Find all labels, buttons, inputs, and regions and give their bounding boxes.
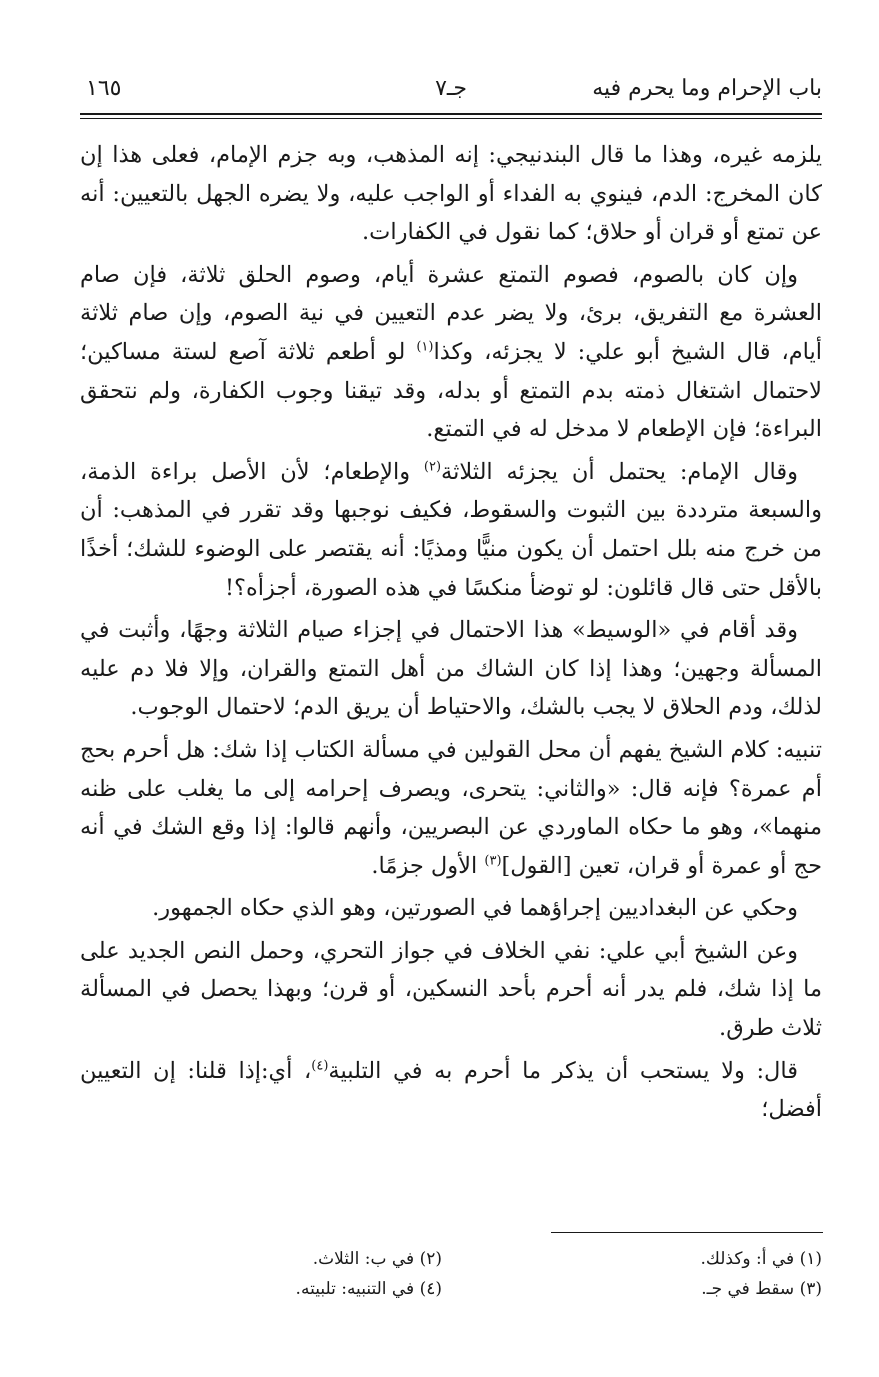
paragraph-8: قال: ولا يستحب أن يذكر ما أحرم به في التلبية$^{(٤)}$، أي:إذا قلنا: إن التعيين أفضل؛ <box>80 1057 822 1123</box>
page-number: ١٦٥ <box>86 76 122 101</box>
volume-label: جـ٧ <box>435 76 467 101</box>
footnote-ref-2[interactable]: (٢) <box>423 459 442 475</box>
footnote-ref-1[interactable]: (١) <box>416 339 434 355</box>
paragraph-1: يلزمه غيره، وهذا ما قال البندنيجي: إنه المذهب، وبه جزم الإمام، فعلى هذا إن كان المخرج: الدم، فينوي به الفداء أو الواجب عليه، ولا يضره الجهل بالتعيين: أنه عن تمتع أو قران أو حلاق؛ كما نقول في الكفارات. <box>80 142 822 246</box>
header-rule <box>80 113 822 115</box>
header-rule-thin <box>80 118 822 119</box>
paragraph-3: وقال الإمام: يحتمل أن يجزئه الثلاثة$^{(٢)}$ والإطعام؛ لأن الأصل براءة الذمة، والسبعة مترددة بين الثبوت والسقوط، فكيف نوجبها وقد تقرر في المذهب: أن من خرج منه بلل احتمل أن يكون منيًّا ومذيًا: أنه يقتصر على الوضوء للشك؛ أخذًا بالأقل حتى قال قائلون: لو توضأ منكسًا في هذه الصورة، أجزأه؟! <box>80 458 822 601</box>
body-text <box>80 136 822 1133</box>
footnote-4: (٤) في التنبيه: تلبيته. <box>295 1279 442 1299</box>
footnote-3: (٣) سقط في جـ. <box>701 1279 822 1299</box>
paragraph-2: وإن كان بالصوم، فصوم التمتع عشرة أيام، وصوم الحلق ثلاثة، فإن صام العشرة مع التفريق، برئ، ولا يضر عدم التعيين في نية الصوم، وإن صام ثلاثة أيام، قال الشيخ أبو علي: لا يجزئه، وكذا$^{(١)}$ لو أطعم ثلاثة آصع لستة مساكين؛ لاحتمال اشتغال ذمته بدم التمتع أو بدله، وقد تيقنا وجوب الكفارة، ولم نتحقق البراءة؛ فإن الإطعام لا مدخل له في التمتع. <box>80 261 823 443</box>
paragraph-4: وقد أقام في «الوسيط» هذا الاحتمال في إجزاء صيام الثلاثة وجهًا، وأثبت في المسألة وجهين؛ وهذا إذا كان الشاك من أهل التمتع والقران، وإلا فلا دم عليه لذلك، ودم الحلاق لا يجب بالشك، والاحتياط أن يريق الدم؛ لاحتمال الوجوب. <box>80 617 822 721</box>
footnote-1: (١) في أ: وكذلك. <box>700 1249 822 1269</box>
chapter-title: باب الإحرام وما يحرم فيه <box>592 76 822 101</box>
running-header <box>80 70 822 110</box>
paragraph-6: وحكي عن البغداديين إجراؤهما في الصورتين، وهو الذي حكاه الجمهور. <box>152 895 798 922</box>
footnote-ref-3[interactable]: (٣) <box>484 853 502 869</box>
footnote-2: (٢) في ب: الثلاث. <box>312 1249 442 1269</box>
paragraph-5: تنبيه: كلام الشيخ يفهم أن محل القولين في مسألة الكتاب إذا شك: هل أحرم بحج أم عمرة؟ فإنه قال: «والثاني: يتحرى، ويصرف إحرامه إلى ما يغلب على ظنه منهما»، وهو ما حكاه الماوردي عن البصريين، وأنهم قالوا: إذا وقع الشك في أنه حج أو عمرة أو قران، تعين [القول]$^{(٣)}$ الأول جزمًا. <box>80 736 822 879</box>
paragraph-7: وعن الشيخ أبي علي: نفي الخلاف في جواز التحري، وحمل النص الجديد على ما إذا شك، فلم يدر أنه أحرم بأحد النسكين، أو قرن؛ وبهذا يحصل في المسألة ثلاث طرق. <box>80 937 822 1042</box>
footnote-separator <box>551 1232 823 1233</box>
footnote-ref-4[interactable]: (٤) <box>311 1058 329 1074</box>
